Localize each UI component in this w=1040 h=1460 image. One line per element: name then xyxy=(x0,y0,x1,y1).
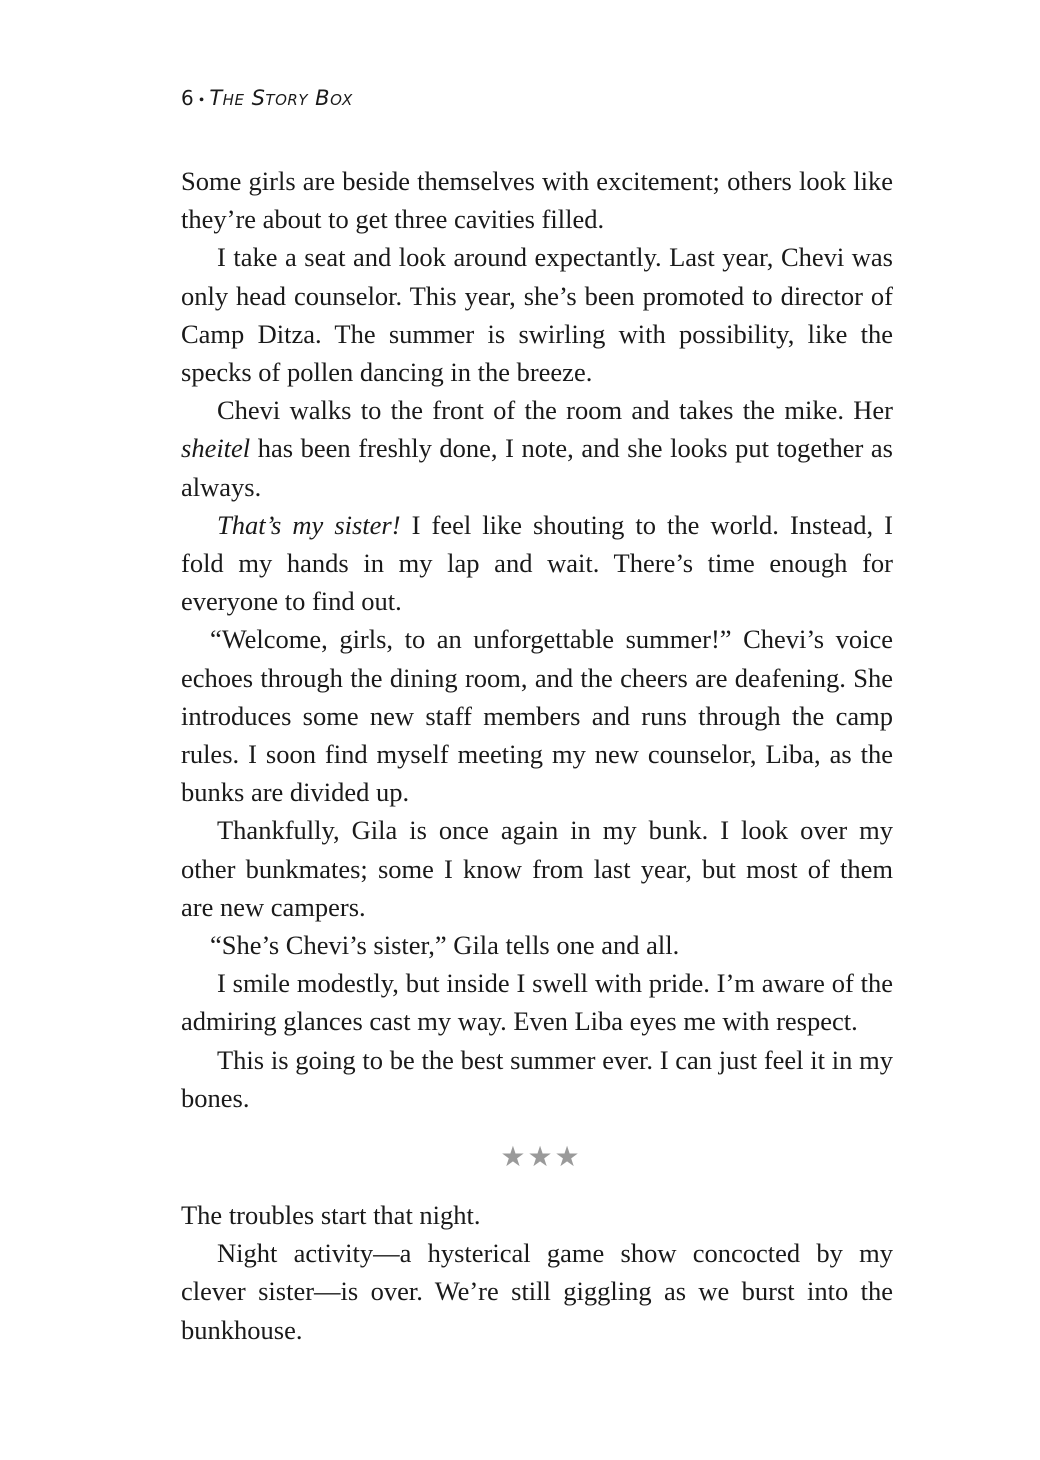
paragraph-text: I feel like shouting to the world. Instead, I fold my hands in my lap and wait. There’s time enough for everyone to find out. xyxy=(181,509,893,617)
paragraph xyxy=(181,506,893,621)
paragraph xyxy=(181,391,893,506)
paragraph: The troubles start that night. xyxy=(181,1200,481,1230)
paragraph: I smile modestly, but inside I swell with pride. I’m aware of the admiring glances cast my way. Even Liba eyes me with respect. xyxy=(181,968,893,1037)
paragraph: “Welcome, girls, to an unforgettable summer!” Chevi’s voice echoes through the dining room, and the cheers are deafening. She introduces some new staff members and runs through the camp rules. I soon find myself meeting my new counselor, Liba, as the bunks are divided up. xyxy=(181,624,893,808)
paragraph: “She’s Chevi’s sister,” Gila tells one and all. xyxy=(210,930,680,961)
paragraph: Thankfully, Gila is once again in my bunk. I look over my other bunkmates; some I know from last year, but most of them are new campers. xyxy=(181,815,893,922)
paragraph: Night activity—a hysterical game show concocted by my clever sister—is over. We’re still giggling as we burst into the bunkhouse. xyxy=(181,1238,893,1345)
italic-word: sheitel xyxy=(181,433,251,464)
paragraph-text: Chevi walks to the front of the room and takes the mike. Her xyxy=(217,395,893,426)
text-section-2 xyxy=(181,1196,893,1349)
text-section-1 xyxy=(181,162,893,1117)
scene-break-stars-icon: ★★★ xyxy=(500,1140,582,1173)
running-head xyxy=(181,86,353,116)
italic-phrase: That’s my sister! xyxy=(217,509,401,540)
paragraph: I take a seat and look around expectantly. Last year, Chevi was only head counselor. This year, she’s been promoted to director of Camp Ditza. The summer is swirling with possibility, like the specks of pollen dancing in the breeze. xyxy=(181,242,893,388)
paragraph: This is going to be the best summer ever. I can just feel it in my bones. xyxy=(181,1044,893,1113)
book-title: The Story Box xyxy=(209,86,353,110)
running-head-separator: • xyxy=(198,92,205,109)
page-number: 6 xyxy=(181,86,194,110)
paragraph: Some girls are beside themselves with excitement; others look like they’re about to get three cavities filled. xyxy=(181,166,893,235)
paragraph-text: has been freshly done, I note, and she looks put together as always. xyxy=(181,433,893,502)
